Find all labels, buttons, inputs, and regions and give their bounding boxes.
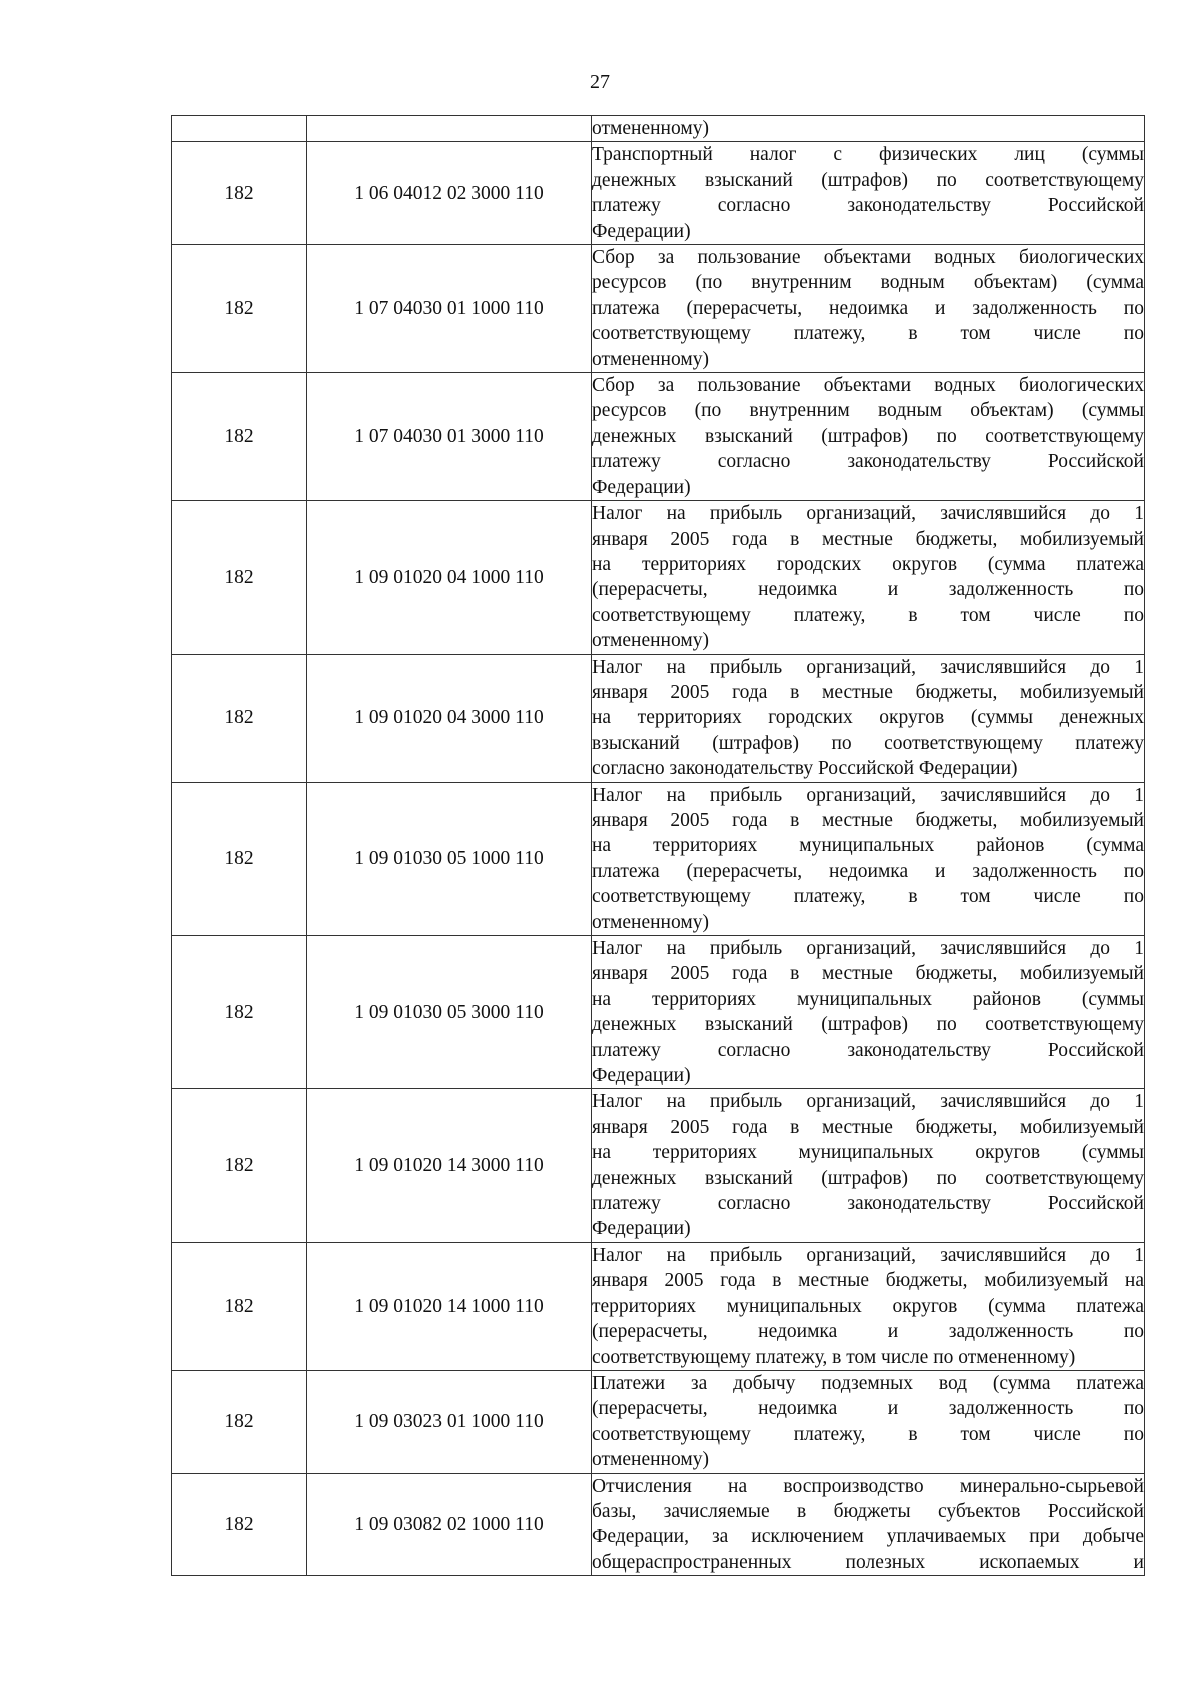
revenue-name-line: денежных взысканий (штрафов) по соответствующему: [592, 1167, 1144, 1189]
revenue-name-line: Федерации): [592, 1218, 691, 1240]
revenue-name-line: на территориях муниципальных районов (сумма: [592, 835, 1144, 857]
revenue-name-line: территориях муниципальных округов (сумма платежа: [592, 1295, 1144, 1317]
revenue-name-line: Налог на прибыль организаций, зачислявшийся до 1: [592, 1091, 1144, 1113]
revenue-name-line: Налог на прибыль организаций, зачислявшийся до 1: [592, 938, 1144, 959]
table-row: [172, 782, 1145, 935]
admin-code-cell: 182: [172, 782, 307, 935]
table-row: [172, 936, 1145, 1089]
table-row: [172, 142, 1145, 245]
revenue-name-line: на территориях муниципальных округов (суммы: [592, 1142, 1144, 1164]
revenue-name-line: соответствующему платежу, в том числе по: [592, 1423, 1144, 1445]
revenue-name-line: Налог на прибыль организаций, зачислявшийся до 1: [592, 656, 1144, 678]
admin-code-cell: 182: [172, 501, 307, 654]
revenue-name-line: отмененному): [592, 1449, 709, 1471]
revenue-name-cell: [592, 116, 1145, 142]
revenue-name-line: Федерации): [592, 220, 691, 242]
revenue-name-line: января 2005 года в местные бюджеты, мобилизуемый: [592, 809, 1144, 831]
revenue-name-line: Сбор за пользование объектами водных биологических: [592, 375, 1144, 397]
revenue-name-cell: [592, 654, 1145, 782]
revenue-name-line: отмененному): [592, 348, 709, 370]
revenue-name-line: ресурсов (по внутренним водным объектам) (сумма: [592, 272, 1144, 294]
table-row: [172, 1370, 1145, 1473]
admin-code-cell: 182: [172, 1089, 307, 1242]
revenue-name-line: денежных взысканий (штрафов) по соответствующему: [592, 169, 1144, 191]
revenue-name-line: Налог на прибыль организаций, зачислявшийся до 1: [592, 784, 1144, 806]
budget-classification-code-cell: 1 09 01030 05 3000 110: [307, 936, 592, 1089]
budget-classification-code-cell: 1 07 04030 01 1000 110: [307, 245, 592, 373]
revenue-name-line: платежу согласно законодательству Российской: [592, 195, 1144, 217]
budget-classification-code-cell: 1 09 03023 01 1000 110: [307, 1370, 592, 1473]
revenue-name-line: Платежи за добычу подземных вод (сумма платежа: [592, 1372, 1144, 1394]
revenue-name-line: ресурсов (по внутренним водным объектам) (суммы: [592, 400, 1144, 422]
revenue-name-line: на территориях муниципальных районов (суммы: [592, 988, 1144, 1010]
table-row: [172, 501, 1145, 654]
revenue-name-cell: [592, 373, 1145, 501]
revenue-name-line: (перерасчеты, недоимка и задолженность по: [592, 579, 1144, 601]
revenue-name-line: января 2005 года в местные бюджеты, мобилизуемый: [592, 963, 1144, 985]
table-row: [172, 116, 1145, 142]
revenue-name-cell: [592, 1370, 1145, 1473]
revenue-name-line: взысканий (штрафов) по соответствующему платежу: [592, 732, 1144, 754]
revenue-name-line: отмененному): [592, 630, 709, 652]
revenue-name-line: соответствующему платежу, в том числе по: [592, 323, 1144, 345]
revenue-name-cell: [592, 1242, 1145, 1370]
revenue-name-line: платежу согласно законодательству Российской: [592, 451, 1144, 473]
revenue-name-cell: [592, 501, 1145, 654]
budget-classification-code-cell: 1 06 04012 02 3000 110: [307, 142, 592, 245]
revenue-name-line: января 2005 года в местные бюджеты, мобилизуемый: [592, 681, 1144, 703]
revenue-name-line: соответствующему платежу, в том числе по: [592, 604, 1144, 626]
admin-code-cell: 182: [172, 373, 307, 501]
revenue-name-line: платежу согласно законодательству Российской: [592, 1039, 1144, 1061]
revenue-name-line: денежных взысканий (штрафов) по соответствующему: [592, 1014, 1144, 1036]
admin-code-cell: [172, 116, 307, 142]
table-row: [172, 373, 1145, 501]
revenue-name-cell: [592, 1089, 1145, 1242]
revenue-name-cell: [592, 782, 1145, 935]
revenue-name-line: Налог на прибыль организаций, зачислявшийся до 1: [592, 503, 1144, 525]
budget-classification-code-cell: 1 09 01030 05 1000 110: [307, 782, 592, 935]
revenue-name-line: платежу согласно законодательству Российской: [592, 1193, 1144, 1215]
revenue-name-line: отмененному): [592, 911, 709, 933]
revenue-name-line: Транспортный налог с физических лиц (суммы: [592, 144, 1144, 166]
revenue-name-line: соответствующему платежу, в том числе по: [592, 886, 1144, 908]
revenue-name-line: Налог на прибыль организаций, зачислявшийся до 1: [592, 1244, 1144, 1266]
table-row: [172, 245, 1145, 373]
revenue-name-line: общераспространенных полезных ископаемых и: [592, 1551, 1144, 1573]
admin-code-cell: 182: [172, 1370, 307, 1473]
table-row: [172, 1473, 1145, 1576]
revenue-name-line: на территориях городских округов (суммы денежных: [592, 707, 1144, 729]
revenue-name-line: Федерации): [592, 476, 691, 498]
revenue-name-line: Сбор за пользование объектами водных биологических: [592, 247, 1144, 269]
revenue-name-line: (перерасчеты, недоимка и задолженность по: [592, 1398, 1144, 1420]
page-number: 27: [590, 71, 610, 93]
admin-code-cell: 182: [172, 142, 307, 245]
budget-classification-code-cell: 1 09 01020 04 3000 110: [307, 654, 592, 782]
revenue-name-line: соответствующему платежу, в том числе по отмененному): [592, 1346, 1076, 1368]
admin-code-cell: 182: [172, 245, 307, 373]
budget-classification-code-cell: 1 09 01020 14 1000 110: [307, 1242, 592, 1370]
revenue-name-cell: [592, 245, 1145, 373]
revenue-name-line: января 2005 года в местные бюджеты, мобилизуемый: [592, 528, 1144, 550]
revenue-codes-table: [171, 115, 1145, 1576]
revenue-name-line: января 2005 года в местные бюджеты, мобилизуемый на: [592, 1270, 1144, 1292]
admin-code-cell: 182: [172, 654, 307, 782]
revenue-name-line: платежа (перерасчеты, недоимка и задолженность по: [592, 297, 1144, 319]
revenue-name-line: базы, зачисляемые в бюджеты субъектов Российской: [592, 1500, 1144, 1522]
budget-classification-code-cell: 1 09 01020 14 3000 110: [307, 1089, 592, 1242]
revenue-name-line: отмененному): [592, 118, 709, 139]
revenue-name-line: (перерасчеты, недоимка и задолженность по: [592, 1321, 1144, 1343]
budget-classification-code-cell: 1 09 03082 02 1000 110: [307, 1473, 592, 1576]
table-row: [172, 654, 1145, 782]
revenue-name-line: Федерации, за исключением уплачиваемых при добыче: [592, 1526, 1144, 1548]
table-row: [172, 1089, 1145, 1242]
table-body: [172, 116, 1145, 1576]
budget-classification-code-cell: [307, 116, 592, 142]
admin-code-cell: 182: [172, 936, 307, 1089]
admin-code-cell: 182: [172, 1473, 307, 1576]
revenue-name-cell: [592, 1473, 1145, 1576]
revenue-name-line: платежа (перерасчеты, недоимка и задолженность по: [592, 860, 1144, 882]
revenue-name-line: согласно законодательству Российской Федерации): [592, 758, 1018, 780]
table-row: [172, 1242, 1145, 1370]
budget-classification-code-cell: 1 07 04030 01 3000 110: [307, 373, 592, 501]
admin-code-cell: 182: [172, 1242, 307, 1370]
revenue-name-cell: [592, 936, 1145, 1089]
revenue-name-line: Отчисления на воспроизводство минерально-сырьевой: [592, 1475, 1144, 1497]
revenue-name-line: денежных взысканий (штрафов) по соответствующему: [592, 425, 1144, 447]
budget-classification-code-cell: 1 09 01020 04 1000 110: [307, 501, 592, 654]
revenue-name-line: января 2005 года в местные бюджеты, мобилизуемый: [592, 1116, 1144, 1138]
revenue-name-cell: [592, 142, 1145, 245]
revenue-name-line: на территориях городских округов (сумма платежа: [592, 553, 1144, 575]
revenue-name-line: Федерации): [592, 1065, 691, 1087]
